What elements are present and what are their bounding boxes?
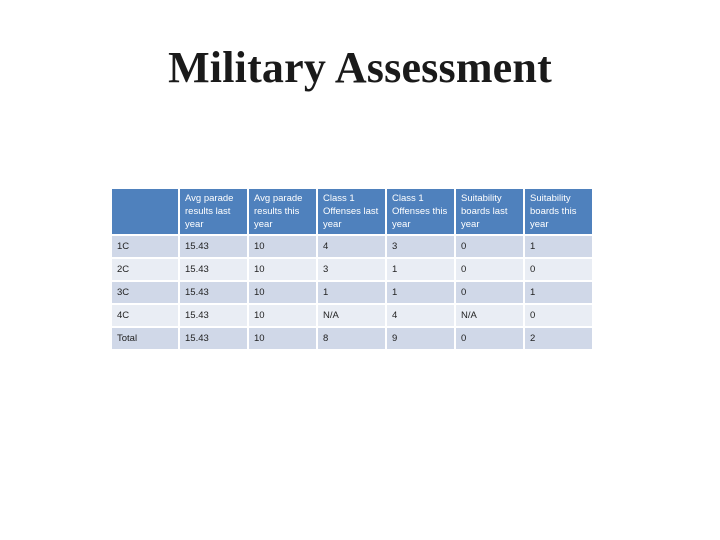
table-cell: 9 (387, 328, 454, 349)
table-cell: 0 (456, 236, 523, 257)
table-cell: 1 (525, 282, 592, 303)
table-cell: 1 (387, 259, 454, 280)
row-label-cell: 3C (112, 282, 178, 303)
table-row (112, 236, 592, 257)
table-cell: 0 (456, 328, 523, 349)
table-row-total (112, 328, 592, 349)
slide-title: Military Assessment (168, 43, 552, 92)
row-label-cell: 4C (112, 305, 178, 326)
table-cell: 15.43 (180, 236, 247, 257)
row-label-cell: 2C (112, 259, 178, 280)
table-cell: 1 (318, 282, 385, 303)
table-cell: 0 (525, 259, 592, 280)
table-cell: 0 (456, 259, 523, 280)
table-cell: 3 (318, 259, 385, 280)
header-cell-avg-parade-this-year: Avg parade results this year (249, 189, 316, 234)
table-cell: N/A (318, 305, 385, 326)
table-cell: 1 (387, 282, 454, 303)
header-cell-corner (112, 189, 178, 234)
table-cell: 0 (456, 282, 523, 303)
table-cell: 15.43 (180, 259, 247, 280)
table-cell: 10 (249, 305, 316, 326)
table-row (112, 259, 592, 280)
assessment-table (110, 187, 594, 351)
table-cell: 10 (249, 328, 316, 349)
header-cell-suitability-boards-last-year: Suitability boards last year (456, 189, 523, 234)
row-label-cell: Total (112, 328, 178, 349)
table-cell: 2 (525, 328, 592, 349)
table-cell: N/A (456, 305, 523, 326)
table-cell: 8 (318, 328, 385, 349)
table-cell: 4 (387, 305, 454, 326)
table-cell: 3 (387, 236, 454, 257)
header-cell-avg-parade-last-year: Avg parade results last year (180, 189, 247, 234)
row-label-cell: 1C (112, 236, 178, 257)
table-cell: 1 (525, 236, 592, 257)
table-cell: 10 (249, 259, 316, 280)
table-cell: 10 (249, 282, 316, 303)
header-cell-suitability-boards-this-year: Suitability boards this year (525, 189, 592, 234)
table-row (112, 305, 592, 326)
header-cell-class1-offenses-this-year: Class 1 Offenses this year (387, 189, 454, 234)
table-row (112, 282, 592, 303)
table-cell: 4 (318, 236, 385, 257)
table-cell: 0 (525, 305, 592, 326)
table-cell: 15.43 (180, 305, 247, 326)
table-header-row (112, 189, 592, 234)
header-cell-class1-offenses-last-year: Class 1 Offenses last year (318, 189, 385, 234)
table-cell: 10 (249, 236, 316, 257)
table-cell: 15.43 (180, 328, 247, 349)
table-cell: 15.43 (180, 282, 247, 303)
